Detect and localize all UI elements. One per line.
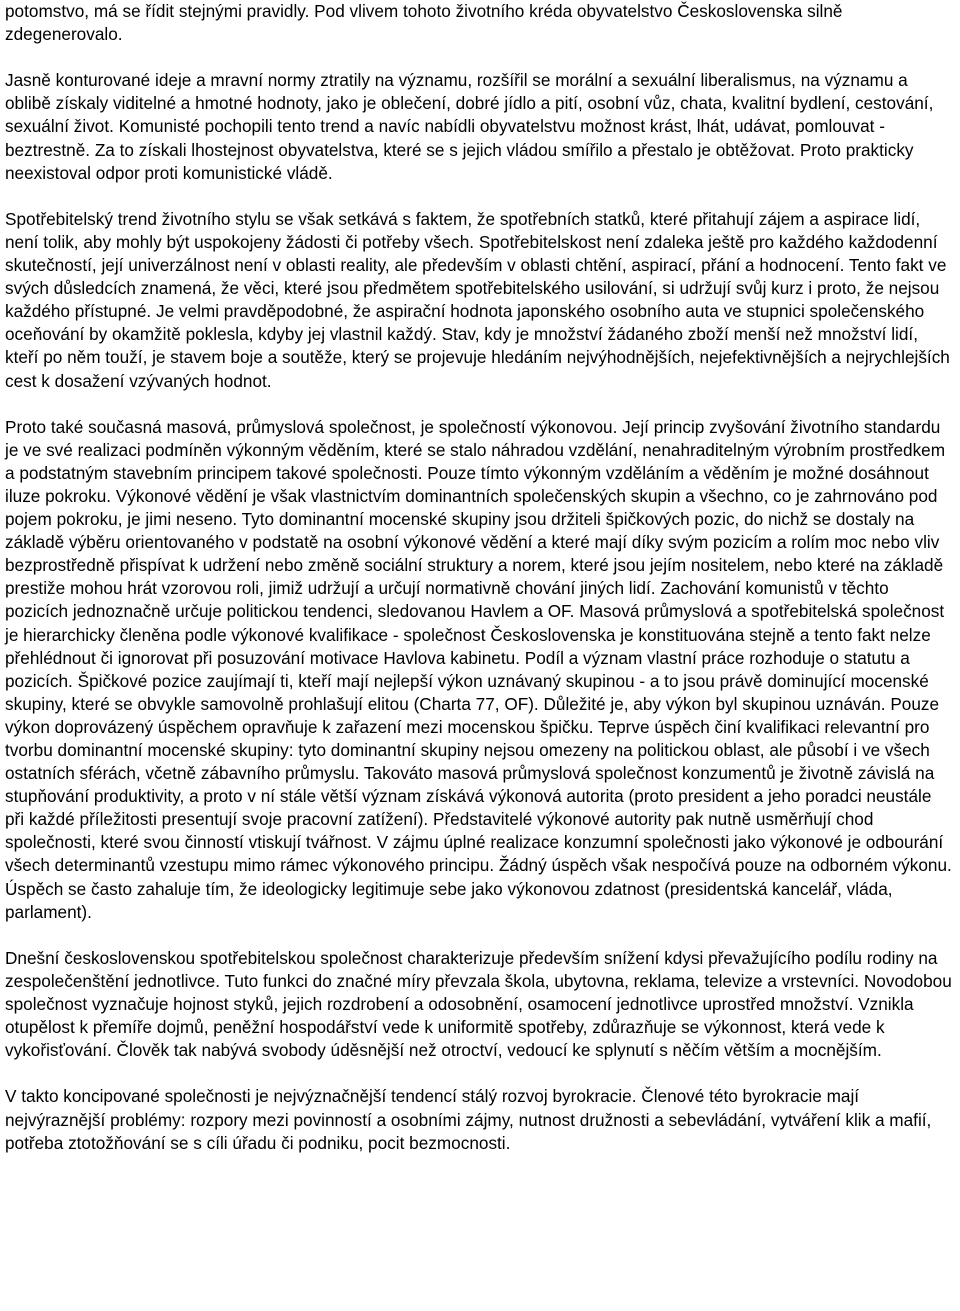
paragraph-0: [5, 0, 952, 46]
paragraph-1: [5, 69, 952, 184]
sentence: Výkonové vědění je však vlastnictvím dominantních společenských skupin a všechno, co je zahrnováno pod pojem pokroku, je jimi neseno.: [5, 485, 938, 530]
sentence: Takováto masová průmyslová společnost konzumentů je životně závislá na stupňování produktivity, a proto v ní stále větší význam získává výkonová autorita (proto president a jeho poradci neustále při každé příležitosti presentují svoje pracovní zatížení).: [5, 763, 935, 830]
sentence: Její princip zvyšování životního standardu je ve své realizaci podmíněn výkonným věděním, které se stalo náhradou vzdělání, nenahraditelným výrobním prostředkem a podstatným stavebním principem takové společnosti.: [5, 416, 946, 483]
sentence: Tyto dominantní mocenské skupiny jsou držiteli špičkových pozic, do nichž se dostaly na základě výběru orientovaného v podstatě na osobní výkonové vědění a které mají díky svým pozicím a rolím moc nebo vliv bezprostředně přispívat k udržení nebo změně sociální struktury a norem, které jsou jejím nositelem, nebo které na základě prestiže mohou hrát vzorovou roli, jimiž udržují a určují normativně chování jiných lidí.: [5, 509, 944, 599]
sentence: V zájmu úplné realizace konzumní společnosti jako výkonové je odbourání všech determinantů vzestupu mimo rámec výkonového principu.: [5, 832, 944, 876]
sentence: Komunisté pochopili tento trend a navíc nabídli obyvatelstvu možnost krást, lhát, udávat, pomlouvat - beztrestně.: [5, 116, 885, 160]
paragraph-spacer: [5, 46, 952, 69]
sentence: Proto také současná masová, průmyslová společnost, je společností výkonovou.: [5, 416, 618, 437]
sentence: Stav, kdy je množství žádaného zboží menší než množství lidí, kteří po něm touží, je stavem boje a soutěže, který se projevuje hledáním nejvýhodnějších, nejefektivnějších a nejrychlejších cest k dosažení vzývaných hodnot.: [5, 324, 950, 391]
sentence: Vznikla otupělost k přemíře dojmů, peněžní hospodářství vede k uniformitě spotřeby, zdůrazňuje se výkonnost, která vede k vykořisťování.: [5, 994, 914, 1061]
sentence: Úspěch se často zahaluje tím, že ideologicky legitimuje sebe jako výkonovou zdatnost (presidentská kancelář, vláda, parlament).: [5, 878, 893, 922]
sentence: Novodobou společnost vyznačuje hojnost styků, jejich rozdrobení a odosobnění, osamocení jednotlivce uprostřed množství.: [5, 970, 952, 1015]
paragraph-spacer: [5, 185, 952, 208]
paragraph-4: [5, 947, 952, 1062]
sentence: Za to získali lhostejnost obyvatelstva, které se s jejich vládou smířilo a přestalo je obtěžovat.: [94, 139, 796, 160]
sentence: Teprve úspěch činí kvalifikaci relevantní pro tvorbu dominantní mocenské skupiny: tyto dominantní skupiny nejsou omezeny na politickou oblast, ale působí i ve všech ostatních sférách, včetně zábavního průmyslu.: [5, 716, 930, 784]
paragraph-spacer: [5, 1062, 952, 1085]
sentence: Tuto funkci do značné míry převzala škola, ubytovna, reklama, televize a vrstevníci.: [224, 970, 860, 991]
sentence: Zachování komunistů v těchto pozicích jednoznačně určuje politickou tendenci, sledovanou Havlem a OF.: [5, 578, 889, 622]
sentence: Pouze tímto výkonným vzděláním a věděním je možné dosáhnout iluze pokroku.: [5, 462, 929, 506]
sentence: Představitelé výkonové autority pak nutně usměrňují chod společnosti, které svou činností vtiskují tvářnost.: [5, 809, 874, 853]
paragraph-spacer: [5, 924, 952, 947]
paragraph-2: [5, 208, 952, 393]
sentence: Členové této byrokracie mají nejvýraznější problémy: rozpory mezi povinností a osobními zájmy, nutnost družnosti a sebevládání, vytváření klik a mafií, potřeba ztotožňování se s cíli úřadu či podniku, pocit bezmocnosti.: [5, 1086, 932, 1153]
sentence: Dnešní československou spotřebitelskou společnost charakterizuje především snížení kdysi převažujícího podílu rodiny na zespolečenštění jednotlivce.: [5, 947, 938, 991]
sentence: Je velmi pravděpodobné, že aspirační hodnota japonského osobního auta ve stupnici společenského oceňování by okamžitě poklesla, kdyby jej vlastnil každý.: [5, 301, 925, 345]
sentence: Podíl a význam vlastní práce rozhoduje o statutu a pozicích.: [5, 647, 910, 691]
sentence: Pod vlivem tohoto životního kréda obyvatelstvo Československa silně zdegenerovalo.: [5, 1, 843, 45]
sentence: Pouze výkon doprovázený úspěchem opravňuje k zařazení mezi mocenskou špičku.: [5, 693, 940, 737]
sentence: Spotřebitelskost není zdaleka ještě pro každého každodenní skutečností, její univerzálnost není v oblasti reality, ale především v oblasti chtění, aspirací, přání a hodnocení.: [5, 231, 938, 276]
paragraph-3: [5, 416, 952, 924]
sentence: Masová průmyslová a spotřebitelská společnost je hierarchicky členěna podle výkonové kvalifikace - společnost Československa je konstituována stejně a tento fakt nelze přehlédnout či ignorovat při posuzování motivace Havlova kabinetu.: [5, 601, 945, 668]
sentence: Člověk tak nabývá svobody úděsnější než otroctví, vedoucí ke splynutí s něčím větším a mocnějším.: [116, 1040, 882, 1061]
sentence: Tento fakt ve svých důsledcích znamená, že věci, které jsou předmětem spotřebitelského usilování, si udržují svůj kurz i proto, že nejsou každého přístupné.: [5, 255, 947, 322]
paragraph-spacer: [5, 393, 952, 416]
sentence: potomstvo, má se řídit stejnými pravidly.: [5, 1, 310, 21]
sentence: V takto koncipované společnosti je nejvýznačnější tendencí stálý rozvoj byrokracie.: [5, 1086, 637, 1107]
sentence: Špičkové pozice zaujímají ti, kteří mají nejlepší výkon uznávaný skupinou - a to jsou právě dominující mocenské skupiny, které se obvykle samovolně prohlašují elitou (Charta 77, OF).: [5, 670, 929, 714]
sentence: Spotřebitelský trend životního stylu se však setkává s faktem, že spotřebních statků, které přitahují zájem a aspirace lidí, není tolik, aby mohly být uspokojeny žádosti či potřeby všech.: [5, 208, 921, 252]
sentence: Důležité je, aby výkon byl skupinou uznáván.: [543, 693, 886, 714]
sentence: Žádný úspěch však nespočívá pouze na odborném výkonu.: [498, 855, 952, 876]
sentence: Proto prakticky neexistoval odpor proti komunistické vládě.: [5, 139, 914, 183]
paragraph-5: [5, 1085, 952, 1154]
sentence: Jasně konturované ideje a mravní normy ztratily na významu, rozšířil se morální a sexuální liberalismus, na významu a oblibě získaly viditelné a hmotné hodnoty, jako je oblečení, dobré jídlo a pití, osobní vůz, chata, kvalitní bydlení, cestování, sexuální život.: [5, 70, 934, 137]
